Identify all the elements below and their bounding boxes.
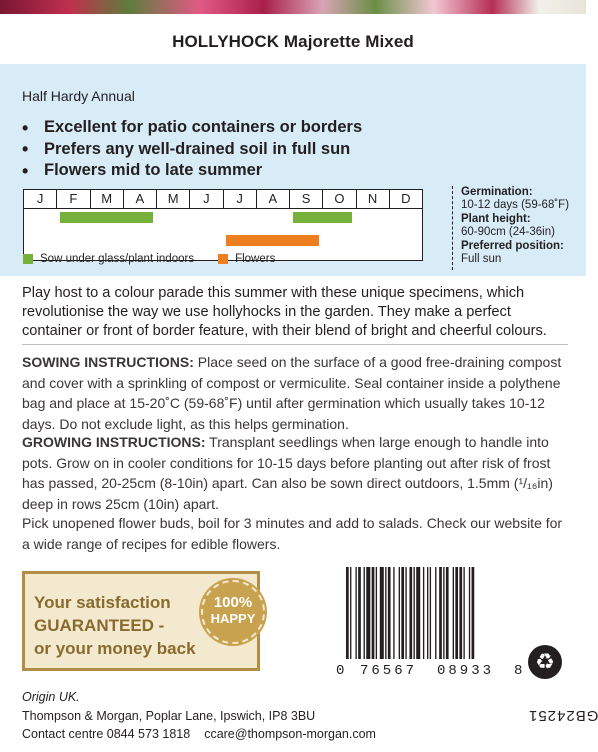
calendar-month: A bbox=[257, 190, 290, 208]
bullet-icon: • bbox=[22, 160, 29, 181]
guarantee-text bbox=[34, 591, 202, 660]
calendar-month: S bbox=[290, 190, 323, 208]
height-value: 60-90cm (24-36in) bbox=[461, 226, 555, 238]
barcode-bar bbox=[405, 567, 406, 659]
sowing-text: Place seed on the surface of a good free-draining compost and cover with a sprinkling of compost or vermiculite. Seal container inside a polythene bag and place at 15-20˚C (59-68˚F) until after germination which usually takes 10-12 days. Do not exclude light, as this helps germination. bbox=[22, 354, 562, 432]
divider bbox=[22, 344, 568, 345]
feature-item bbox=[22, 160, 582, 182]
barcode-bar bbox=[364, 567, 365, 659]
calendar-month: J bbox=[24, 190, 57, 208]
guarantee-badge bbox=[22, 571, 260, 671]
sow-swatch bbox=[23, 254, 33, 264]
calendar-months bbox=[23, 189, 423, 209]
edible-tip: Pick unopened flower buds, boil for 3 minutes and add to salads. Check our website for a wide range of recipes for edible flowers. bbox=[22, 515, 563, 552]
barcode-bar bbox=[350, 567, 351, 659]
happy-seal-icon bbox=[201, 580, 265, 644]
barcode-bar bbox=[443, 567, 444, 659]
calendar-month: M bbox=[157, 190, 190, 208]
growing-text: Transplant seedlings when large enough to handle into pots. Grow on in cooler conditions for 10-15 days before planting out after risk of frost has passed, 20-25cm (8-10in) apart. Can also be sown direct outdoors, 1.5mm (¹/₁₆in) deep in rows 25cm (10in) apart. bbox=[22, 434, 553, 512]
barcode-last-digit: 8 bbox=[514, 663, 524, 679]
legend-sow-label: Sow under glass/plant indoors bbox=[40, 253, 195, 265]
barcode-bar bbox=[366, 567, 370, 659]
flower-swatch bbox=[218, 254, 228, 264]
calendar-month: F bbox=[57, 190, 90, 208]
recycle-icon: ♻ bbox=[528, 645, 562, 679]
barcode-right-digits: 08933 bbox=[437, 663, 495, 679]
contact-line bbox=[22, 725, 376, 743]
contact-email[interactable]: ccare@thompson-morgan.com bbox=[204, 727, 376, 741]
sow-period-bar bbox=[60, 212, 153, 223]
calendar-month: D bbox=[401, 191, 411, 206]
calendar-month: A bbox=[124, 190, 157, 208]
origin-label: Origin UK. bbox=[22, 690, 80, 704]
barcode-bar bbox=[358, 567, 361, 659]
position-value: Full sun bbox=[461, 253, 502, 265]
growing-info bbox=[452, 186, 582, 270]
legend-sow bbox=[23, 253, 194, 265]
barcode-bar bbox=[409, 567, 412, 659]
barcode-bar bbox=[453, 567, 454, 659]
barcode-bar bbox=[469, 567, 470, 659]
feature-item bbox=[22, 139, 582, 161]
sow-period-bar bbox=[293, 212, 353, 223]
sowing-calendar bbox=[23, 189, 423, 261]
bullet-icon: • bbox=[22, 139, 29, 160]
germination-label: Germination: bbox=[461, 186, 533, 198]
intro-text: Play host to a colour parade this summer with these unique specimens, which revolutionise the way we use hollyhocks in the garden. They make a perfect container or front of border feature, with their blend of bright and cheerful colours. bbox=[22, 285, 547, 339]
product-code: GB24251 bbox=[528, 707, 598, 724]
barcode-bar bbox=[388, 567, 391, 659]
bullet-icon: • bbox=[22, 117, 29, 138]
calendar-month: J bbox=[190, 190, 223, 208]
flower-period-bar bbox=[226, 235, 319, 246]
calendar-month: J bbox=[224, 190, 257, 208]
barcode-bar bbox=[393, 567, 394, 659]
feature-text: Excellent for patio containers or borders bbox=[44, 118, 363, 137]
company-address: Thompson & Morgan, Poplar Lane, Ipswich, IP8 3BU bbox=[22, 709, 316, 723]
position-label: Preferred position: bbox=[461, 240, 564, 252]
flower-photo-strip bbox=[0, 0, 586, 14]
barcode-bar bbox=[430, 567, 431, 659]
feature-list bbox=[22, 117, 582, 182]
barcode-bar bbox=[346, 567, 349, 659]
legend-flowers bbox=[218, 253, 275, 265]
footer bbox=[22, 688, 376, 743]
calendar-month: N bbox=[357, 190, 390, 208]
calendar-month: M bbox=[91, 190, 124, 208]
seal-word: HAPPY bbox=[210, 611, 256, 626]
sowing-instructions bbox=[22, 352, 570, 434]
barcode-left-digits: 76567 bbox=[360, 663, 418, 679]
barcode-bar bbox=[380, 567, 384, 659]
barcode-bar bbox=[385, 567, 386, 659]
calendar-month: O bbox=[323, 190, 356, 208]
barcode-bar bbox=[401, 567, 404, 659]
height-label: Plant height: bbox=[461, 213, 531, 225]
germination-value: 10-12 days (59-68˚F) bbox=[461, 199, 570, 211]
barcode-bar bbox=[376, 567, 377, 659]
growing-heading: GROWING INSTRUCTIONS: bbox=[22, 434, 206, 450]
barcode-bar bbox=[414, 567, 415, 659]
contact-phone: Contact centre 0844 573 1818 bbox=[22, 727, 191, 741]
barcode-bar bbox=[463, 567, 464, 659]
barcode-bar bbox=[455, 567, 458, 659]
barcode-bar bbox=[446, 567, 449, 659]
feature-text: Flowers mid to late summer bbox=[44, 161, 263, 180]
hardiness-label: Half Hardy Annual bbox=[22, 88, 135, 104]
growing-instructions bbox=[22, 432, 570, 514]
feature-item bbox=[22, 117, 582, 139]
barcode-bar bbox=[423, 567, 424, 659]
sowing-heading: SOWING INSTRUCTIONS: bbox=[22, 354, 194, 370]
barcode-bar bbox=[416, 567, 420, 659]
barcode-bar bbox=[399, 567, 400, 659]
legend-flowers-label: Flowers bbox=[235, 253, 276, 265]
barcode-bar bbox=[472, 567, 475, 659]
barcode-bar bbox=[355, 567, 356, 659]
seal-percent: 100% bbox=[213, 594, 253, 611]
calendar-legend bbox=[23, 253, 299, 265]
barcode-bar bbox=[372, 567, 375, 659]
barcode-bar bbox=[435, 567, 436, 659]
guarantee-line-1: Your satisfaction bbox=[34, 593, 171, 612]
barcode-bars-icon bbox=[346, 567, 516, 659]
barcode-bar bbox=[459, 567, 462, 659]
product-title: HOLLYHOCK Majorette Mixed bbox=[172, 32, 414, 51]
barcode-bar bbox=[427, 567, 428, 659]
barcode-bar bbox=[439, 567, 442, 659]
barcode bbox=[336, 567, 526, 685]
barcode-first-digit: 0 bbox=[336, 663, 346, 679]
guarantee-line-2: GUARANTEED - bbox=[34, 616, 165, 635]
guarantee-line-3: or your money back bbox=[34, 639, 196, 658]
feature-text: Prefers any well-drained soil in full sun bbox=[44, 139, 351, 158]
